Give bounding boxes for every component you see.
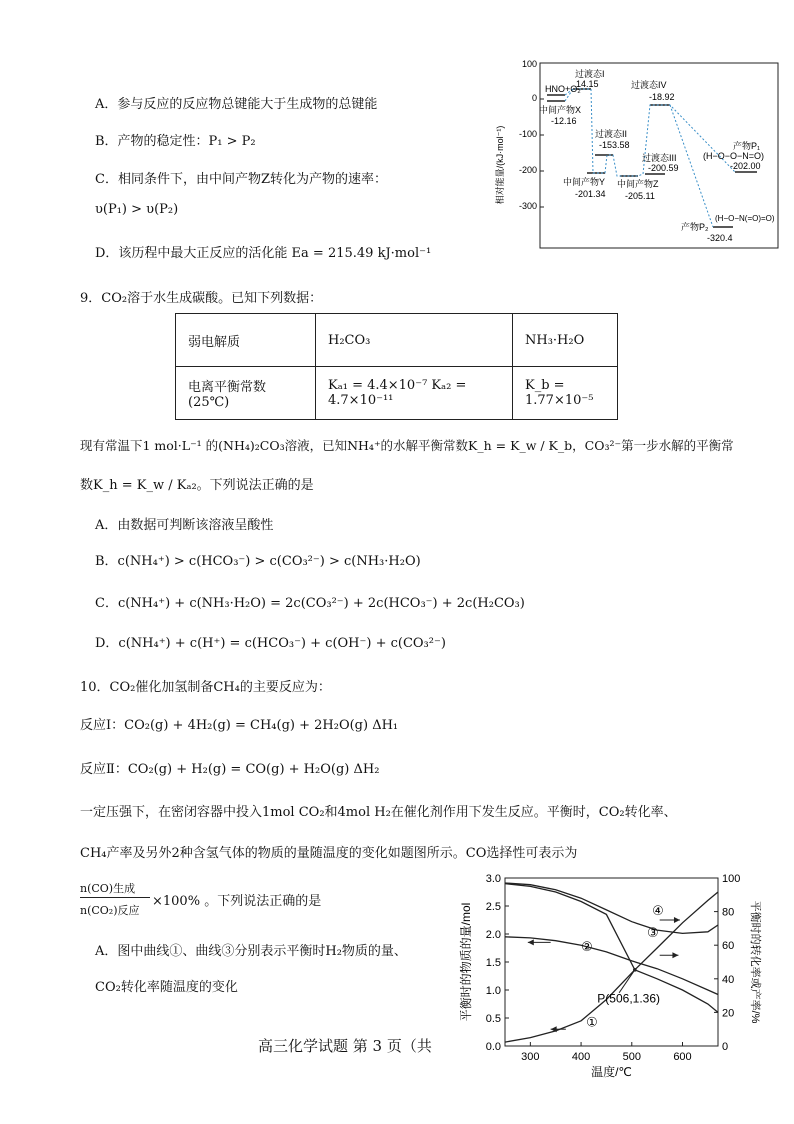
curve-label: ③ <box>647 924 659 940</box>
p1-formula: (H−O−O−N=O) <box>703 151 765 161</box>
y2-tick-label: 60 <box>722 940 735 953</box>
equilibrium-chart <box>440 862 785 1084</box>
plot-frame <box>505 878 718 1046</box>
q9-text2: 数K_h = K_w / Kₐ₂。下列说法正确的是 <box>80 478 314 493</box>
q9-stem: 9．CO₂溶于水生成碳酸。已知下列数据： <box>80 291 323 306</box>
q9-text1: 现有常温下1 mol·L⁻¹ 的(NH₄)₂CO₃溶液，已知NH₄⁺的水解平衡常数K_h = K_w / K_b，CO₃²⁻第一步水解的平衡常 <box>80 438 734 453</box>
q10-option-a-cont: CO₂转化率随温度的变化 <box>95 980 238 995</box>
y2-tick-label: 80 <box>722 906 735 919</box>
q10-reaction-2: 反应Ⅱ：CO₂(g) + H₂(g) = CO(g) + H₂O(g) ΔH₂ <box>80 762 380 777</box>
int-y-label: 中间产物Y <box>563 177 606 187</box>
y-tick-label: 0.0 <box>485 1041 501 1053</box>
curve-label: ② <box>581 938 593 954</box>
int-z-value: -205.11 <box>625 191 655 201</box>
ts2-label: 过渡态II <box>595 129 628 139</box>
energy-ytick: 0 <box>531 93 537 103</box>
q8-option-c-expr: υ(P₁) > υ(P₂) <box>95 202 179 217</box>
y-axis-label: 平衡时的物质的量/mol <box>459 902 473 1022</box>
series-line-1 <box>505 892 718 1042</box>
arrow-curve-3-head <box>672 952 678 958</box>
point-p-annotation: P(506,1.36) <box>597 991 661 1006</box>
q10-reaction-1: 反应Ⅰ：CO₂(g) + 4H₂(g) = CH₄(g) + 2H₂O(g) ΔH₁ <box>80 718 399 733</box>
int-y-value: -201.34 <box>575 189 606 199</box>
table-cell: 弱电解质 <box>176 314 316 367</box>
q9-option-a: A．由数据可判断该溶液呈酸性 <box>95 518 274 533</box>
fraction-bar <box>80 897 150 898</box>
ts4-value: -18.92 <box>649 92 675 102</box>
q10-option-a: A．图中曲线①、曲线③分别表示平衡时H₂物质的量、 <box>95 944 407 959</box>
int-x-label: 中间产物X <box>539 105 582 115</box>
arrow-curve-2-head <box>528 939 534 945</box>
ts3-value: -200.59 <box>648 163 679 173</box>
series-line-2 <box>505 937 718 995</box>
q9-option-b: B．c(NH₄⁺) > c(HCO₃⁻) > c(CO₃²⁻) > c(NH₃·H₂O) <box>95 554 421 569</box>
q10-stem: 10．CO₂催化加氢制备CH₄的主要反应为： <box>80 680 331 695</box>
y2-tick-label: 100 <box>722 873 741 885</box>
ts3-label: 过渡态III <box>642 153 677 163</box>
y-tick-label: 2.5 <box>485 901 501 913</box>
p2-value: -320.4 <box>707 233 733 243</box>
energy-ytick: -100 <box>518 129 537 139</box>
arrow-curve-4-head <box>674 917 680 923</box>
q10-frac-tail: ×100% 。下列说法正确的是 <box>152 894 322 909</box>
x-tick-label: 500 <box>622 1051 641 1063</box>
curve-label: ④ <box>652 902 664 918</box>
table-cell: K_b = 1.77×10⁻⁵ <box>513 367 618 420</box>
y2-tick-label: 40 <box>722 973 735 986</box>
energy-ytick: -300 <box>518 201 537 211</box>
ts1-value: 14.15 <box>576 79 599 89</box>
start-label: HNO+O₂ <box>545 84 581 94</box>
y-tick-label: 0.5 <box>485 1013 501 1025</box>
y2-tick-label: 0 <box>722 1041 729 1053</box>
q9-table <box>175 313 618 420</box>
series-line-4 <box>505 883 718 933</box>
point-p-leader <box>619 970 635 993</box>
x-axis-label: 温度/℃ <box>591 1065 632 1079</box>
q8-option-d: D．该历程中最大正反应的活化能 Ea = 215.49 kJ·mol⁻¹ <box>95 246 432 261</box>
y-tick-label: 1.5 <box>485 957 501 969</box>
ts1-label: 过渡态I <box>575 69 605 79</box>
q9-option-d: D．c(NH₄⁺) + c(H⁺) = c(HCO₃⁻) + c(OH⁻) + c(CO₃²⁻) <box>95 636 446 651</box>
table-cell: NH₃·H₂O <box>513 314 618 367</box>
int-z-label: 中间产物Z <box>617 179 659 189</box>
x-tick-label: 300 <box>521 1051 540 1063</box>
energy-ytick: -200 <box>518 165 537 175</box>
table-row <box>176 367 618 420</box>
x-tick-label: 400 <box>571 1051 591 1063</box>
y2-axis-label: 平衡时的转化率或产率/% <box>749 900 761 1024</box>
q10-text1: 一定压强下，在密闭容器中投入1mol CO₂和4mol H₂在催化剂作用下发生反应。平衡时，CO₂转化率、 <box>80 805 677 820</box>
q8-option-a: A．参与反应的反应物总键能大于生成物的总键能 <box>95 97 378 112</box>
table-cell: 电离平衡常数(25℃) <box>176 367 316 420</box>
table-cell: Kₐ₁ = 4.4×10⁻⁷ Kₐ₂ = 4.7×10⁻¹¹ <box>316 367 513 420</box>
q10-frac-den: n(CO₂)反应 <box>80 904 140 917</box>
curve-label: ① <box>586 1014 598 1030</box>
y2-tick-label: 20 <box>722 1007 735 1020</box>
energy-yticks <box>519 59 537 211</box>
int-x-value: -12.16 <box>551 116 577 126</box>
x-tick-label: 600 <box>673 1051 692 1063</box>
energy-ytick: 100 <box>521 59 537 69</box>
p1-value: -202.00 <box>730 161 761 171</box>
p1-label: 产物P₁ <box>733 141 761 151</box>
q9-option-c: C．c(NH₄⁺) + c(NH₃·H₂O) = 2c(CO₃²⁻) + 2c(HCO₃⁻) + 2c(H₂CO₃) <box>95 596 525 611</box>
y-tick-label: 1.0 <box>485 985 501 997</box>
q8-option-b: B．产物的稳定性：P₁ > P₂ <box>95 134 256 149</box>
y-tick-label: 2.0 <box>485 929 501 941</box>
ts4-label: 过渡态IV <box>631 80 667 90</box>
y-tick-label: 3.0 <box>485 873 501 885</box>
energy-ylabel: 相对能量/(kJ·mol⁻¹) <box>495 125 505 205</box>
ts2-value: -153.58 <box>599 140 630 150</box>
table-row <box>176 314 618 367</box>
q8-option-c: C．相同条件下，由中间产物Z转化为产物的速率： <box>95 172 387 187</box>
energy-labels <box>539 68 775 243</box>
p2-formula: (H−O−N(=O)=O) <box>715 214 775 223</box>
q10-text2: CH₄产率及另外2种含氢气体的物质的量随温度的变化如题图所示。CO选择性可表示为 <box>80 846 578 861</box>
page-footer: 高三化学试题 第 3 页（共 <box>258 1037 432 1055</box>
energy-diagram <box>495 55 790 255</box>
p2-label: 产物P₂ <box>681 222 709 232</box>
q10-frac-num: n(CO)生成 <box>80 882 136 895</box>
table-cell: H₂CO₃ <box>316 314 513 367</box>
